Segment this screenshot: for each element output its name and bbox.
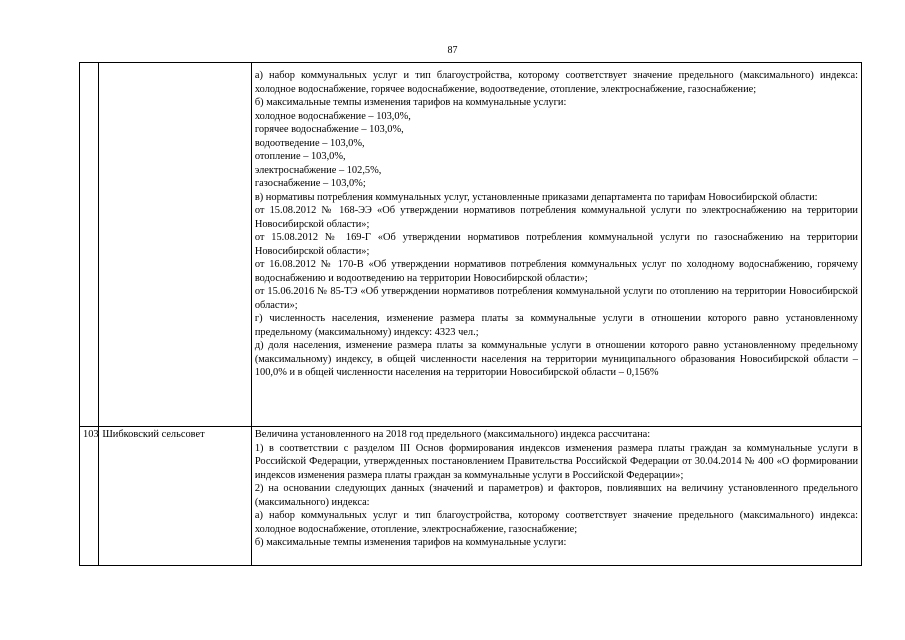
- paragraph: а) набор коммунальных услуг и тип благоустройства, которому соответствует значение предельного (максимального) индекса: холодное водоснабжение, горячее водоснабжение, водоотведение, отопление, электроснабжение, газоснабжение;: [254, 70, 858, 95]
- paragraph: электроснабжение – 102,5%,: [254, 164, 382, 176]
- table-row: [80, 427, 862, 566]
- description-cell: [251, 63, 861, 427]
- paragraph: отопление – 103,0%,: [254, 151, 346, 162]
- paragraph: б) максимальные темпы изменения тарифов на коммунальные услуги:: [254, 97, 567, 108]
- row-number-cell: [80, 63, 99, 427]
- paragraph: от 15.08.2012 № 169-Г «Об утверждении нормативов потребления коммунальной услуги по газоснабжению на территории Новосибирской области»;: [254, 232, 858, 257]
- paragraph: холодное водоснабжение – 103,0%,: [254, 110, 411, 122]
- paragraph: Величина установленного на 2018 год предельного (максимального) индекса рассчитана:: [254, 429, 651, 440]
- paragraph: б) максимальные темпы изменения тарифов на коммунальные услуги:: [254, 537, 567, 548]
- row-number-cell: 103: [80, 427, 99, 566]
- paragraph: от 15.06.2016 № 85-ТЭ «Об утверждении нормативов потребления коммунальной услуги по отоплению на территории Новосибирской области»;: [254, 286, 858, 311]
- index-table: [79, 62, 862, 566]
- paragraph: водоотведение – 103,0%,: [254, 137, 365, 149]
- paragraph: в) нормативы потребления коммунальных услуг, установленные приказами департамента по тарифам Новосибирской области:: [254, 191, 818, 203]
- paragraph: газоснабжение – 103,0%;: [254, 178, 366, 189]
- page-number: 87: [447, 45, 458, 56]
- description-cell: [251, 427, 861, 566]
- paragraph: а) набор коммунальных услуг и тип благоустройства, которому соответствует значение предельного (максимального) индекса: холодное водоснабжение, отопление, электроснабжение, газоснабжение;: [254, 510, 858, 535]
- paragraph: 2) на основании следующих данных (значений и параметров) и факторов, повлиявших на величину установленного предельного (максимального) индекса:: [254, 483, 858, 508]
- paragraph: 1) в соответствии с разделом III Основ формирования индексов изменения размера платы граждан за коммунальные услуги в Российской Федерации, утвержденных постановлением Правительства Российской Федерации от 30.04.2014 № 400 «О формировании индексов изменения размера платы граждан за коммунальные услуги в Российской Федерации»;: [254, 442, 858, 481]
- municipality-name-cell: Шибковский сельсовет: [99, 427, 252, 566]
- paragraph: д) доля населения, изменение размера платы за коммунальные услуги в отношении которого равно установленному предельному (максимальному) индексу, в общей численности населения на территории муниципального образования Новосибирской области – 100,0% и в общей численности населения на территории Новосибирской области – 0,156%: [254, 340, 858, 378]
- paragraph: от 15.08.2012 № 168-ЭЭ «Об утверждении нормативов потребления коммунальной услуги по электроснабжению на территории Новосибирской области»;: [254, 205, 858, 230]
- paragraph: горячее водоснабжение – 103,0%,: [254, 124, 404, 135]
- municipality-name-cell: [99, 63, 252, 427]
- paragraph: г) численность населения, изменение размера платы за коммунальные услуги в отношении которого равно установленному предельному (максимальному) индексу: 4323 чел.;: [254, 313, 858, 338]
- paragraph: от 16.08.2012 № 170-В «Об утверждении нормативов потребления коммунальных услуг по холодному водоснабжению, горячему водоснабжению и водоотведению на территории Новосибирской области»;: [254, 259, 858, 284]
- table-row: [80, 63, 862, 427]
